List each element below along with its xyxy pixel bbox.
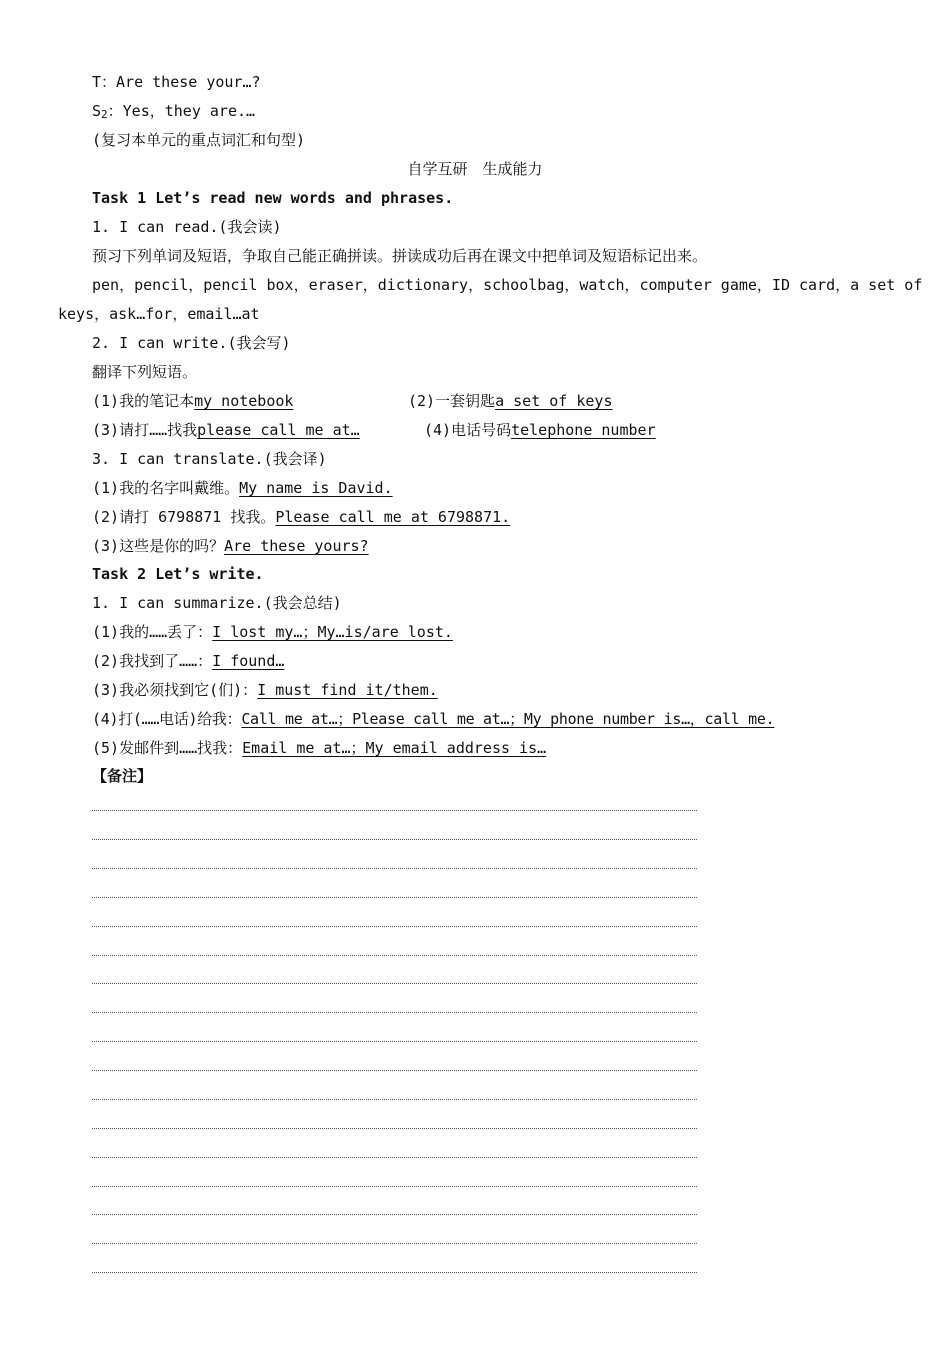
summarize-item-2: (2)我找到了……：I found… (92, 652, 285, 670)
answer: My name is David. (239, 479, 393, 497)
task2-title: Task 2 Let’s write. (92, 565, 264, 583)
summarize-item-4: (4)打(……电话)给我：Call me at…；Please call me at…；My phone number is…，call me. (92, 710, 775, 728)
translate-heading: 3. I can translate.(我会译) (92, 450, 327, 468)
notes-line (92, 1243, 697, 1244)
teacher-line: T：Are these your…? (92, 73, 261, 91)
translate-item-2: (2)请打 6798871 找我。Please call me at 6798871. (92, 508, 511, 526)
notes-line (92, 983, 697, 984)
answer: Please call me at 6798871. (275, 508, 511, 526)
answer: Email me at…；My email address is… (242, 739, 547, 757)
write-item-3: (3)请打……找我please call me at… (92, 421, 360, 439)
notes-line (92, 1214, 697, 1215)
task1-title: Task 1 Let’s read new words and phrases. (92, 189, 454, 207)
summarize-heading: 1. I can summarize.(我会总结) (92, 594, 342, 612)
notes-line (92, 897, 697, 898)
notes-line (92, 810, 697, 811)
answer: I lost my…；My…is/are lost. (212, 623, 453, 641)
write-item-1: (1)我的笔记本my notebook (92, 392, 294, 410)
word-list-line1: pen，pencil，pencil box，eraser，dictionary，schoolbag，watch，computer game，ID card，a set of (92, 276, 923, 294)
write-item-2: (2)一套钥匙a set of keys (408, 392, 613, 410)
notes-line (92, 868, 697, 869)
answer: I must find it/them. (257, 681, 438, 699)
write-item-4: (4)电话号码telephone number (424, 421, 656, 439)
read-instruction: 预习下列单词及短语，争取自己能正确拼读。拼读成功后再在课文中把单词及短语标记出来。 (92, 247, 708, 265)
notes-line (92, 1070, 697, 1071)
answer: telephone number (511, 421, 656, 439)
notes-line (92, 1012, 697, 1013)
notes-line (92, 1272, 697, 1273)
answer: I found… (212, 652, 285, 670)
notes-line (92, 955, 697, 956)
answer: a set of keys (495, 392, 613, 410)
answer: Call me at…；Please call me at…；My phone number is…，call me. (241, 710, 775, 728)
notes-line (92, 1157, 697, 1158)
answer: Are these yours? (224, 537, 369, 555)
notes-line (92, 926, 697, 927)
translate-item-1: (1)我的名字叫戴维。My name is David. (92, 479, 393, 497)
read-heading: 1. I can read.(我会读) (92, 218, 282, 236)
translate-item-3: (3)这些是你的吗？Are these yours? (92, 537, 369, 555)
notes-line (92, 1099, 697, 1100)
notes-line (92, 1041, 697, 1042)
answer: my notebook (194, 392, 294, 410)
summarize-item-3: (3)我必须找到它(们)：I must find it/them. (92, 681, 438, 699)
notes-line (92, 1186, 697, 1187)
word-list-line2: keys，ask…for，email…at (58, 305, 260, 323)
summarize-item-1: (1)我的……丢了：I lost my…；My…is/are lost. (92, 623, 453, 641)
answer: please call me at… (197, 421, 360, 439)
notes-heading: 【备注】 (92, 767, 153, 785)
student-line: $S_2$：Yes，they are.… (92, 102, 256, 121)
write-instruction: 翻译下列短语。 (92, 363, 198, 381)
section-title: 自学互研 生成能力 (407, 160, 543, 178)
write-heading: 2. I can write.(我会写) (92, 334, 291, 352)
summarize-item-5: (5)发邮件到……找我：Email me at…；My email address is… (92, 739, 547, 757)
review-note: (复习本单元的重点词汇和句型) (92, 131, 306, 149)
notes-line (92, 839, 697, 840)
notes-line (92, 1128, 697, 1129)
